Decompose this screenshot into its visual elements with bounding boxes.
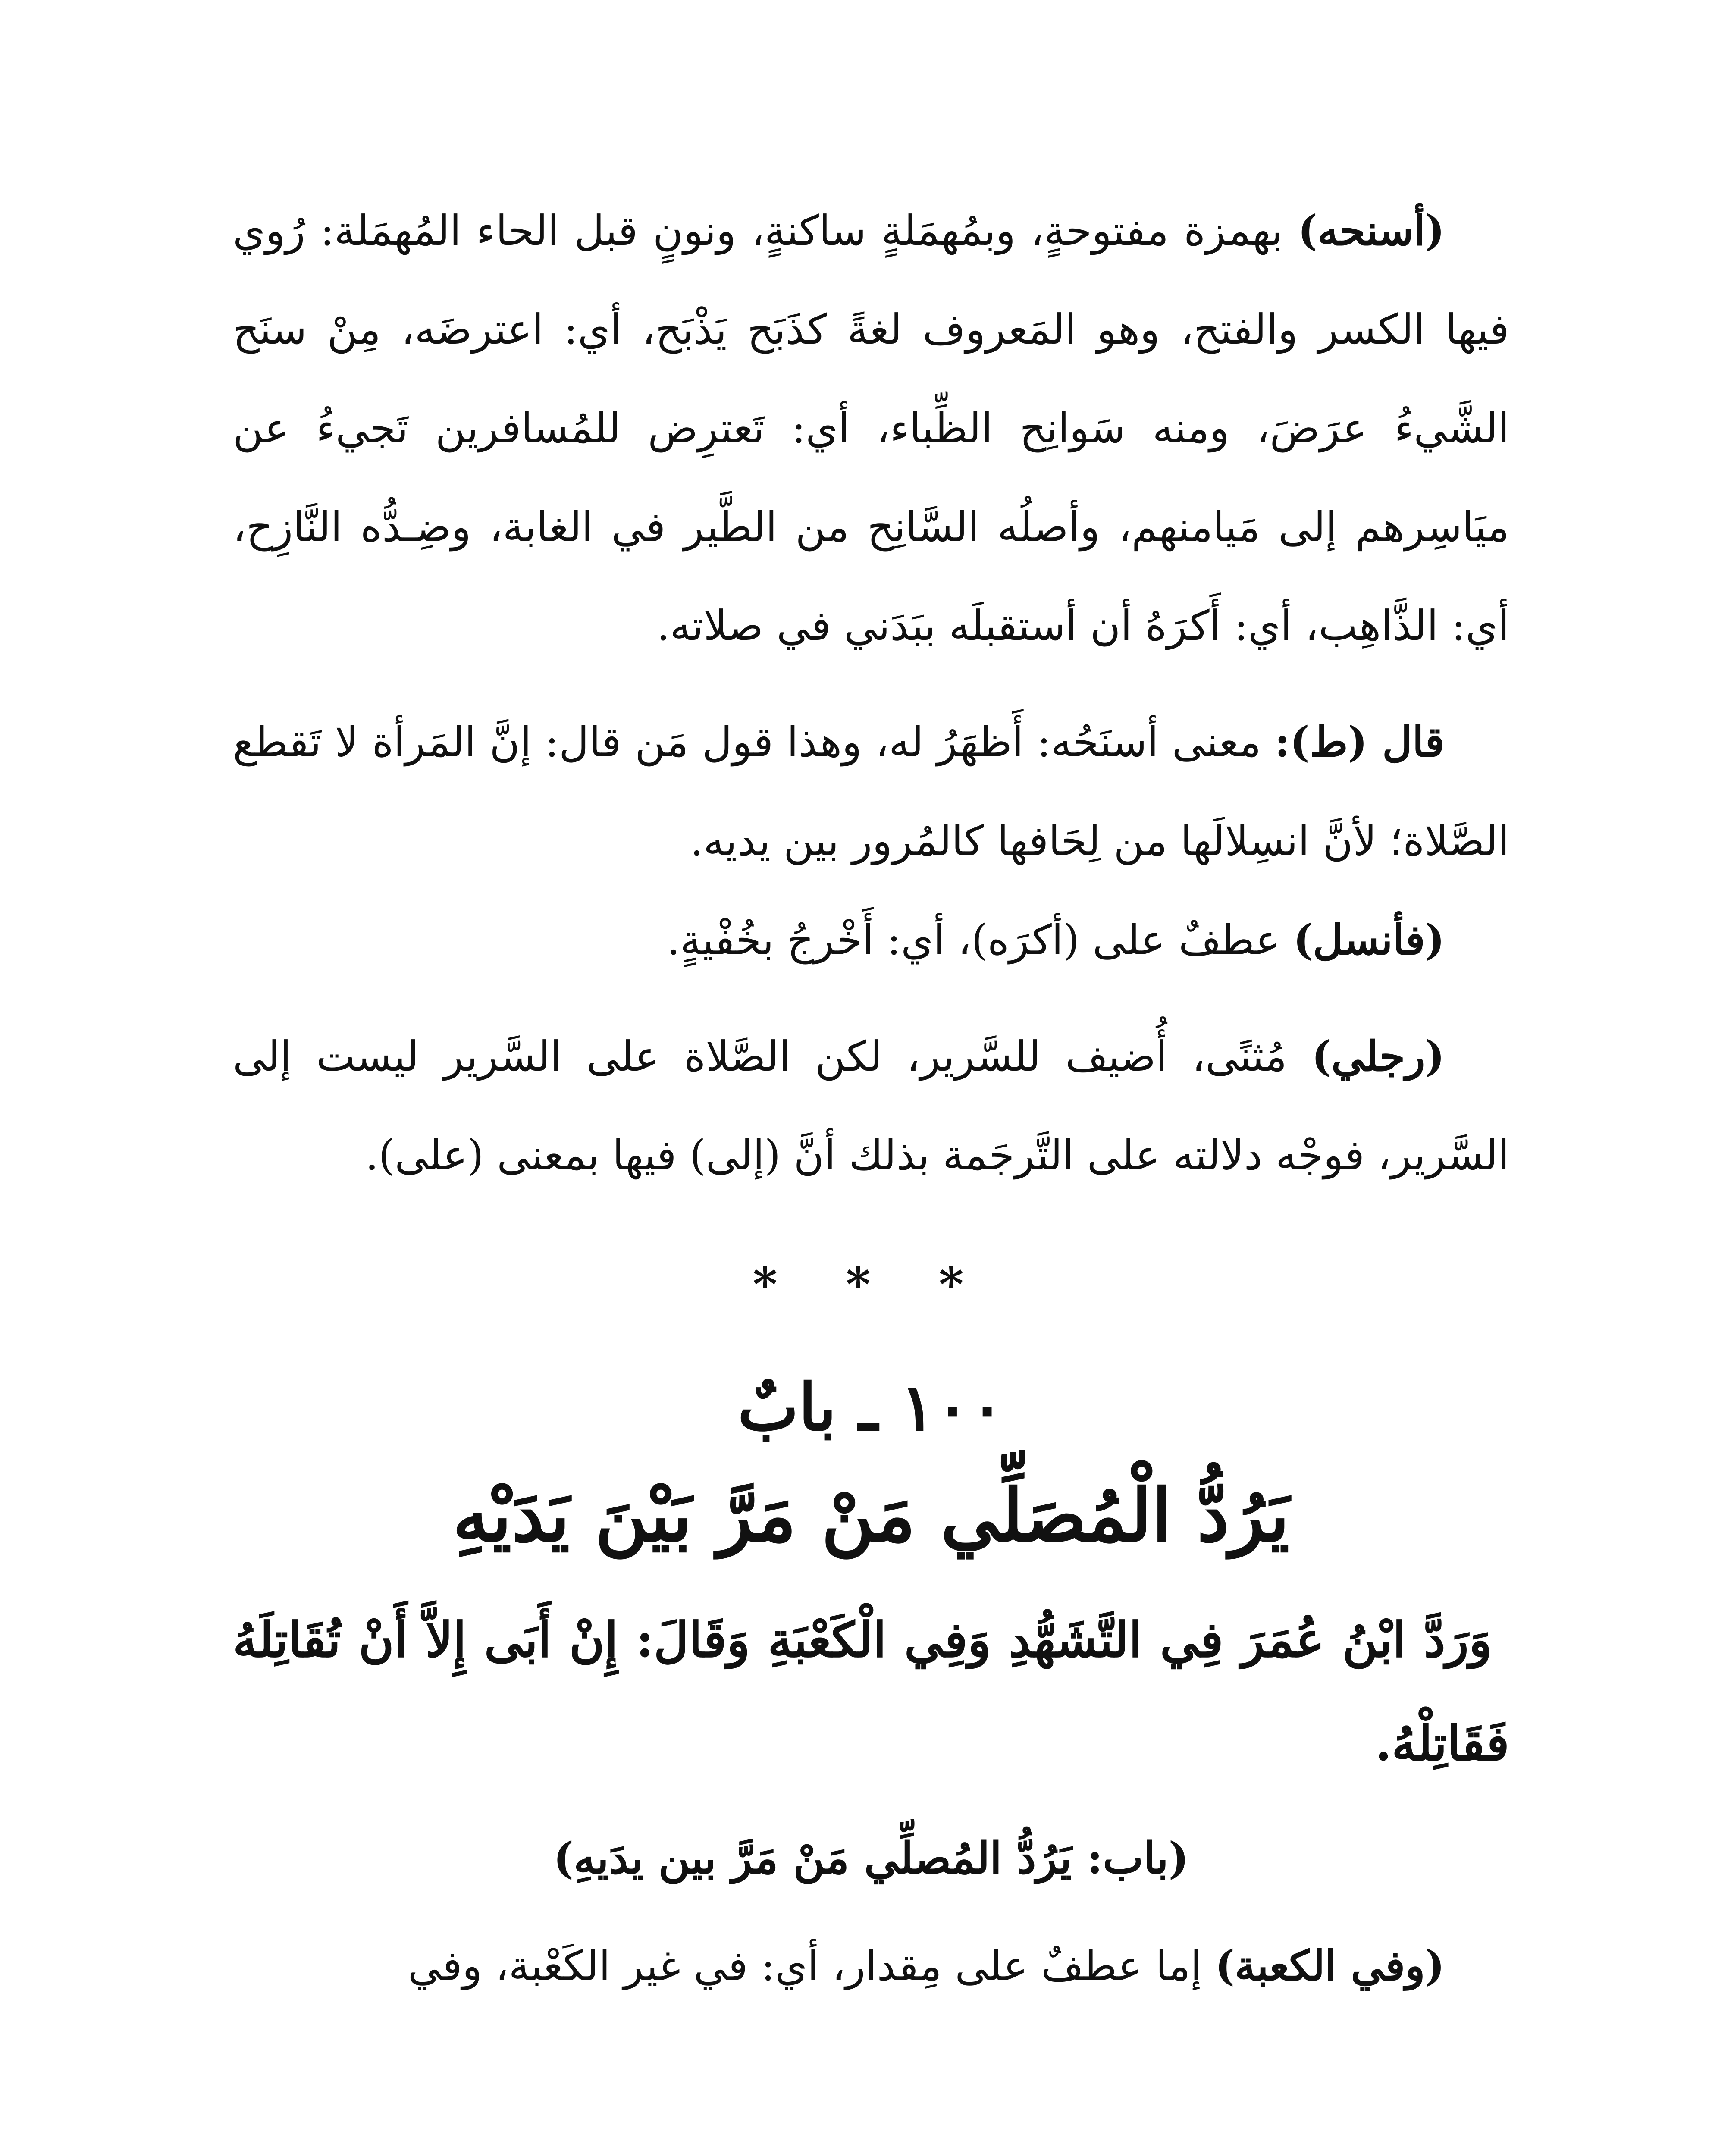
paragraph-fa-ansal: [233, 890, 1509, 990]
paragraph-lead: قال (ط):: [1274, 718, 1445, 766]
paragraph-asnahu: [233, 181, 1509, 675]
commentary-heading: (باب: يَرُدُّ المُصلِّي مَنْ مَرَّ بين يدَيهِ): [553, 1833, 1189, 1883]
paragraph-qal-t: [233, 693, 1509, 890]
section-separator: * * *: [753, 1257, 990, 1312]
paragraph-text: إما عطفٌ على مِقدار، أي: في غير الكَعْبة، وفي: [408, 1942, 1215, 1990]
paragraph-text: معنى أسنَحُه: أَظهَرُ له، وهذا قول مَن قال: إنَّ المَرأة لا تَقطع الصَّلاة؛ لأنَّ انسِلالَها من لِحَافها كالمُرور بين يديه.: [233, 718, 1509, 865]
paragraph-lead: (أسنحه): [1298, 206, 1445, 255]
chapter-title: يَرُدُّ الْمُصَلِّي مَنْ مَرَّ بَيْنَ يَدَيْهِ: [452, 1473, 1290, 1558]
paragraph-text: عطفٌ على (أكرَه)، أي: أَخْرجُ بخُفْيةٍ.: [667, 916, 1293, 964]
paragraph-lead: (رجلي): [1311, 1032, 1445, 1081]
paragraph-text: مُثنًى، أُضيف للسَّرير، لكن الصَّلاة على السَّرير ليست إلى السَّرير، فوجْه دلالته على التَّرجَمة بذلك أنَّ (إلى) فيها بمعنى (على).: [233, 1032, 1509, 1179]
paragraph-lead: (وفي الكعبة): [1215, 1941, 1445, 1990]
paragraph-fi-al-kaaba: [233, 1916, 1509, 2015]
chapter-number: ١٠٠ ـ بابٌ: [737, 1369, 1005, 1445]
paragraph-lead: (فأنسل): [1293, 915, 1445, 964]
page-body: [233, 181, 1509, 2156]
paragraph-text: بهمزة مفتوحةٍ، وبمُهمَلةٍ ساكنةٍ، ونونٍ قبل الحاء المُهمَلة: رُوي فيها الكسر والفتح، وهو المَعروف لغةً كذَبَح يَذْبَح، أي: اعترضَه، مِنْ سنَح الشَّيءُ عرَضَ، ومنه سَوانِح الظِّباء، أي: تَعترِض للمُسافرين تَجيءُ عن ميَاسِرهم إلى مَيامنهم، وأصلُه السَّانِح من الطَّير في الغابة، وضِـدُّه النَّازِح، أي: الذَّاهِب، أي: أَكرَهُ أن أستقبلَه ببَدَني في صلاته.: [233, 207, 1510, 650]
paragraph-rijli: [233, 1007, 1509, 1205]
hadith-text: وَرَدَّ ابْنُ عُمَرَ فِي التَّشَهُّدِ وَفِي الْكَعْبَةِ وَقَالَ: إِنْ أَبَى إِلاَّ أَنْ تُقَاتِلَهُ فَقَاتِلْهُ.: [233, 1612, 1509, 1772]
